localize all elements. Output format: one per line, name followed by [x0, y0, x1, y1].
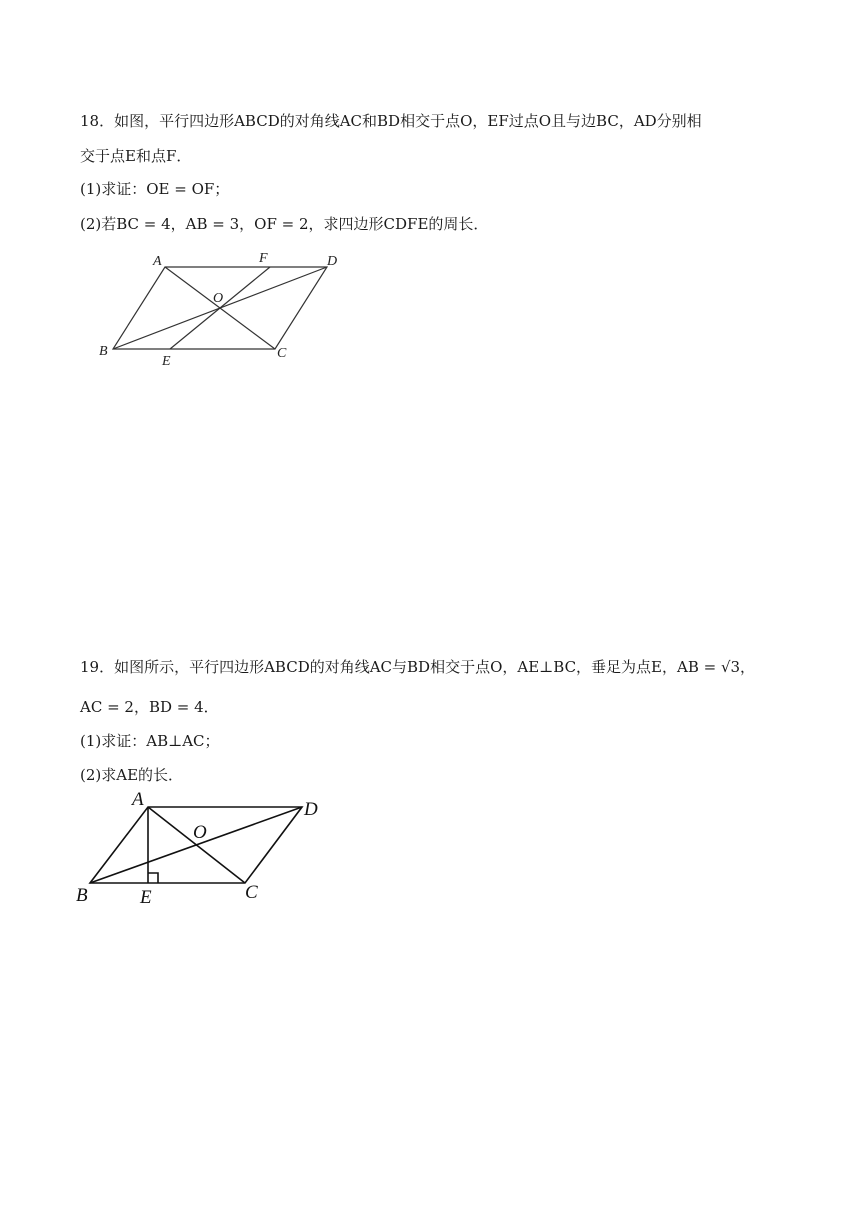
q18-segment-EF — [170, 267, 270, 349]
q18-text-line2: 交于点E和点F． — [80, 147, 192, 165]
q19-diagonal-BD — [90, 807, 302, 883]
q19-label-A: A — [132, 789, 144, 810]
q18-label-B: B — [99, 344, 108, 359]
q18-label-D: D — [327, 254, 338, 269]
q19-right-angle-mark — [148, 873, 158, 883]
q19-part1: (1)求证：AB⊥AC； — [80, 732, 220, 750]
q18-label-F: F — [259, 251, 268, 266]
q19-text-line2: AC = 2，BD = 4． — [80, 698, 219, 716]
q19-text-line1: 19．如图所示，平行四边形ABCD的对角线AC与BD相交于点O，AE⊥BC，垂足为点E，AB = √3， — [80, 658, 756, 676]
q18-text-line1: 18．如图，平行四边形ABCD的对角线AC和BD相交于点O，EF过点O且与边BC，AD分别相 — [80, 112, 702, 130]
q18-parallelogram-figure — [95, 245, 355, 370]
q18-part2: (2)若BC = 4，AB = 3，OF = 2，求四边形CDFE的周长． — [80, 215, 489, 233]
q19-parallelogram-figure — [70, 785, 340, 910]
q19-part2: (2)求AE的长． — [80, 766, 184, 784]
q18-label-O: O — [213, 291, 224, 306]
q19-label-D: D — [304, 799, 318, 820]
q19-label-B: B — [76, 885, 88, 906]
q18-label-A: A — [153, 254, 162, 269]
q19-label-C: C — [245, 882, 258, 903]
q18-part1: (1)求证：OE = OF； — [80, 180, 230, 198]
q18-label-C: C — [277, 346, 287, 361]
q19-label-E: E — [140, 887, 152, 908]
q18-label-E: E — [162, 354, 171, 369]
q19-label-O: O — [193, 822, 207, 843]
